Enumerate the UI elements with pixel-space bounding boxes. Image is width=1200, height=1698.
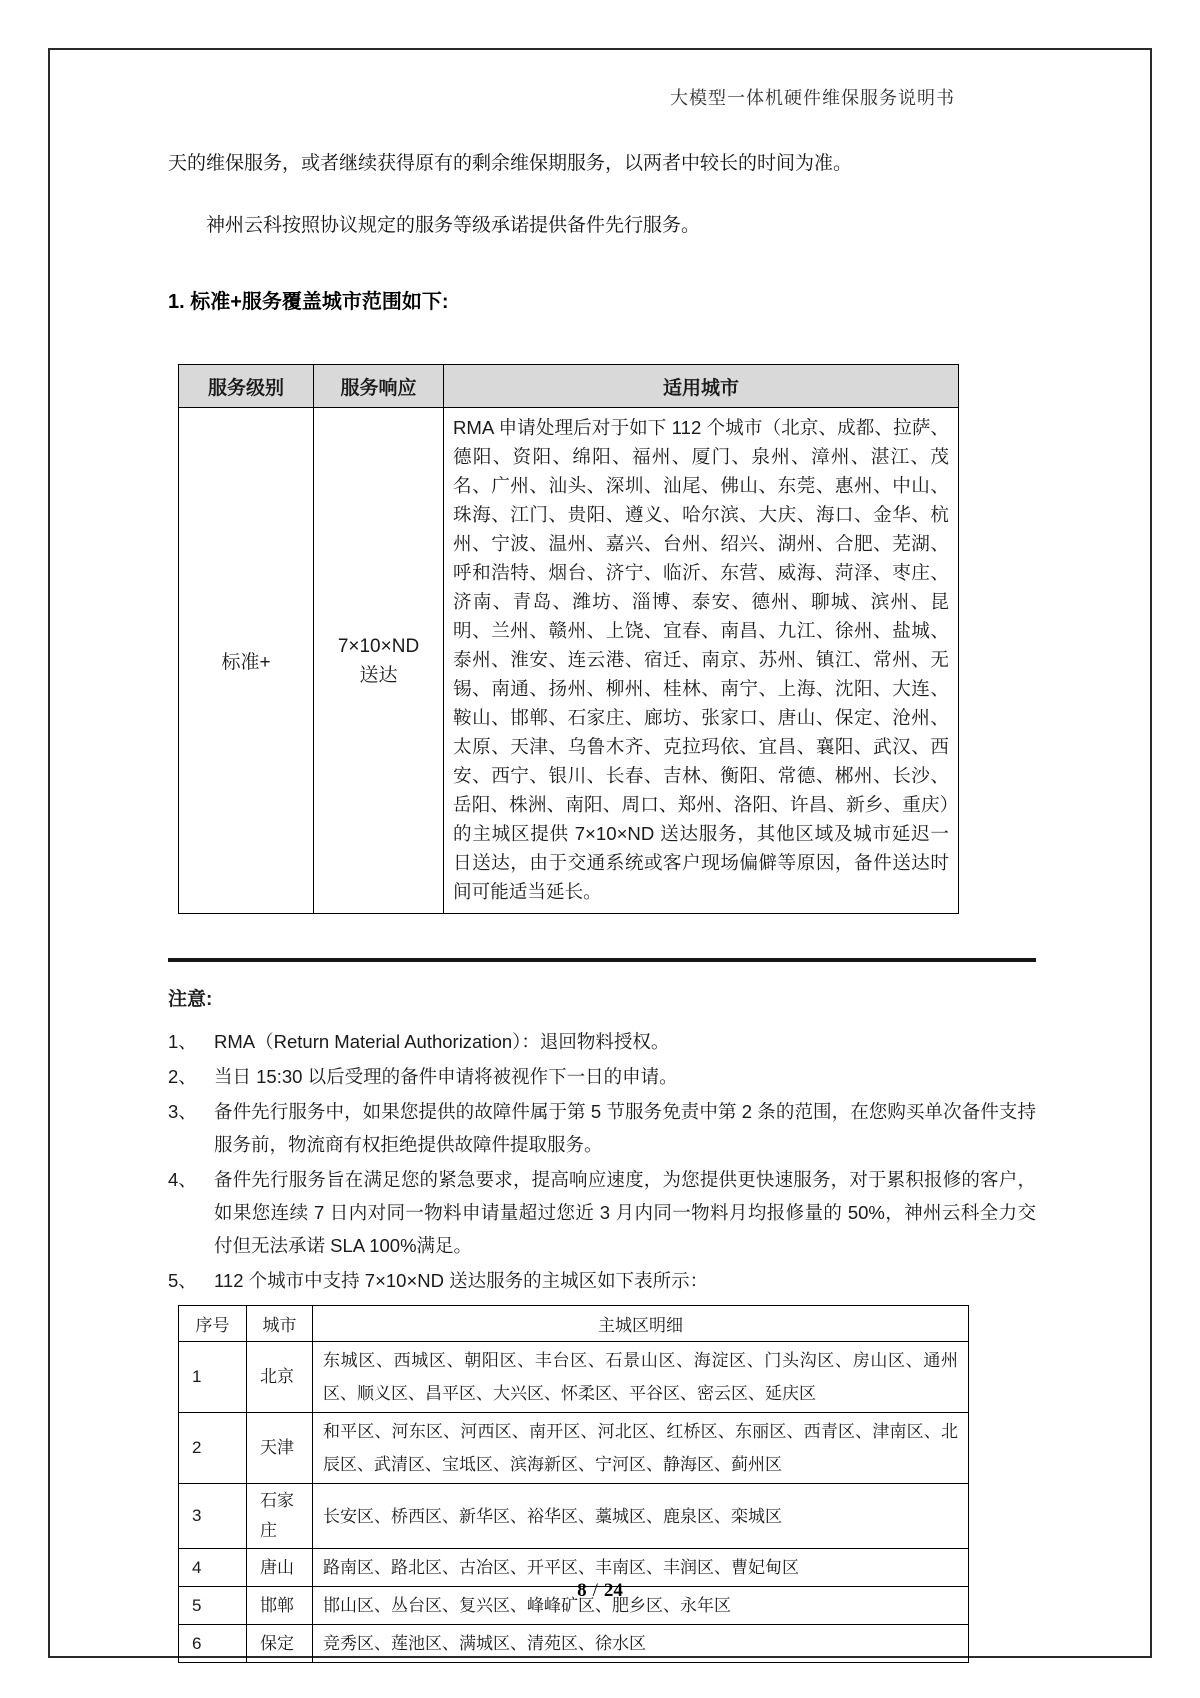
service-cities-cell: RMA 申请处理后对于如下 112 个城市（北京、成都、拉萨、德阳、资阳、绵阳、福州、厦门、泉州、漳州、湛江、茂名、广州、汕头、深圳、汕尾、佛山、东莞、惠州、中山、珠海、江门、贵阳、遵义、哈尔滨、大庆、海口、金华、杭州、宁波、温州、嘉兴、台州、绍兴、湖州、合肥、芜湖、呼和浩特、烟台、济宁、临沂、东营、威海、菏泽、枣庄、济南、青岛、潍坊、淄博、泰安、德州、聊城、滨州、昆明、兰州、赣州、上饶、宜春、南昌、九江、徐州、盐城、泰州、淮安、连云港、宿迁、南京、苏州、镇江、常州、无锡、南通、扬州、柳州、桂林、南宁、上海、沈阳、大连、鞍山、邯郸、石家庄、廊坊、张家口、唐山、保定、沧州、太原、天津、乌鲁木齐、克拉玛依、宜昌、襄阳、武汉、西安、西宁、银川、长春、吉林、衡阳、常德、郴州、长沙、岳阳、株洲、南阳、周口、郑州、洛阳、许昌、新乡、重庆）的主城区提供 7×10×ND 送达服务，其他区域及城市延迟一日送达，由于交通系统或客户现场偏僻等原因，备件送达时间可能适当延长。 [444,408,959,914]
district-row-no: 4 [179,1549,247,1587]
service-table-header-level: 服务级别 [179,365,314,408]
district-row-city: 石家庄 [247,1484,313,1549]
page-number-current: 8 [577,1580,587,1601]
note-number: 2、 [168,1066,197,1087]
district-row-no: 1 [179,1342,247,1413]
note-item [168,1163,1036,1262]
district-table-row-tianjin [179,1413,969,1484]
page-number-separator: / [592,1580,598,1601]
note-text: 112 个城市中支持 7×10×ND 送达服务的主城区如下表所示： [214,1270,709,1291]
notes-list [168,1025,1036,1297]
section-divider [168,958,1036,962]
section-heading: 1. 标准+服务覆盖城市范围如下: [168,291,449,313]
service-response-cell [314,408,444,914]
service-response-line2: 送达 [359,664,398,686]
district-row-no: 2 [179,1413,247,1484]
service-table-header-cities: 适用城市 [444,365,959,408]
district-row-districts: 和平区、河东区、河西区、南开区、河北区、红桥区、东丽区、西青区、津南区、北辰区、武清区、宝坻区、滨海新区、宁河区、静海区、蓟州区 [313,1413,969,1484]
document-header-title: 大模型一体机硬件维保服务说明书 [670,88,955,108]
page-number-total: 24 [603,1580,623,1601]
district-row-districts: 路南区、路北区、古冶区、开平区、丰南区、丰润区、曹妃甸区 [313,1549,969,1587]
note-text: 备件先行服务中，如果您提供的故障件属于第 5 节服务免责中第 2 条的范围，在您购买单次备件支持服务前，物流商有权拒绝提供故障件提取服务。 [214,1101,1036,1155]
note-text: 当日 15:30 以后受理的备件申请将被视作下一日的申请。 [214,1066,678,1087]
note-item [168,1025,1036,1058]
note-number: 4、 [168,1169,197,1190]
district-row-city: 唐山 [247,1549,313,1587]
district-row-city: 保定 [247,1625,313,1663]
note-text: RMA（Return Material Authorization）：退回物料授权。 [214,1031,670,1052]
district-row-city: 邯郸 [247,1587,313,1625]
district-row-city: 天津 [247,1413,313,1484]
note-number: 5、 [168,1270,197,1291]
page-footer [0,1580,1200,1602]
district-table-header-city: 城市 [247,1306,313,1342]
district-row-no: 6 [179,1625,247,1663]
district-row-no: 5 [179,1587,247,1625]
district-row-no: 3 [179,1484,247,1549]
district-row-districts: 邯山区、丛台区、复兴区、峰峰矿区、肥乡区、永年区 [313,1587,969,1625]
service-table-header-row [179,365,959,408]
service-table-row [179,408,959,914]
service-response-line1: 7×10×ND [337,635,420,657]
district-table-row-beijing [179,1342,969,1413]
note-item [168,1264,1036,1297]
district-row-districts: 长安区、桥西区、新华区、裕华区、藁城区、鹿泉区、栾城区 [313,1484,969,1549]
service-level-cell: 标准+ [179,408,314,914]
note-number: 3、 [168,1101,197,1122]
note-item [168,1095,1036,1161]
page-content [168,150,1036,1663]
district-row-city: 北京 [247,1342,313,1413]
body-paragraph-continuation: 天的维保服务，或者继续获得原有的剩余维保期服务，以两者中较长的时间为准。 [168,153,853,174]
note-number: 1、 [168,1031,197,1052]
district-table-header-row [179,1306,969,1342]
district-row-districts: 东城区、西城区、朝阳区、丰台区、石景山区、海淀区、门头沟区、房山区、通州区、顺义区、昌平区、大兴区、怀柔区、平谷区、密云区、延庆区 [313,1342,969,1413]
service-coverage-table [178,364,959,914]
body-paragraph-commitment: 神州云科按照协议规定的服务等级承诺提供备件先行服务。 [206,215,701,236]
note-item [168,1060,1036,1093]
district-table-header-no: 序号 [179,1306,247,1342]
district-table-row-shijiazhuang [179,1484,969,1549]
note-text: 备件先行服务旨在满足您的紧急要求，提高响应速度，为您提供更快速服务，对于累积报修的客户，如果您连续 7 日内对同一物料申请量超过您近 3 月内同一物料月均报修量的 50%，神州云科全力交付但无法承诺 SLA 100%满足。 [214,1169,1036,1256]
service-table-header-response: 服务响应 [314,365,444,408]
district-table-row-baoding [179,1625,969,1663]
district-table [178,1305,969,1663]
notes-title: 注意: [168,989,213,1010]
district-table-header-districts: 主城区明细 [313,1306,969,1342]
district-row-districts: 竞秀区、莲池区、满城区、清苑区、徐水区 [313,1625,969,1663]
